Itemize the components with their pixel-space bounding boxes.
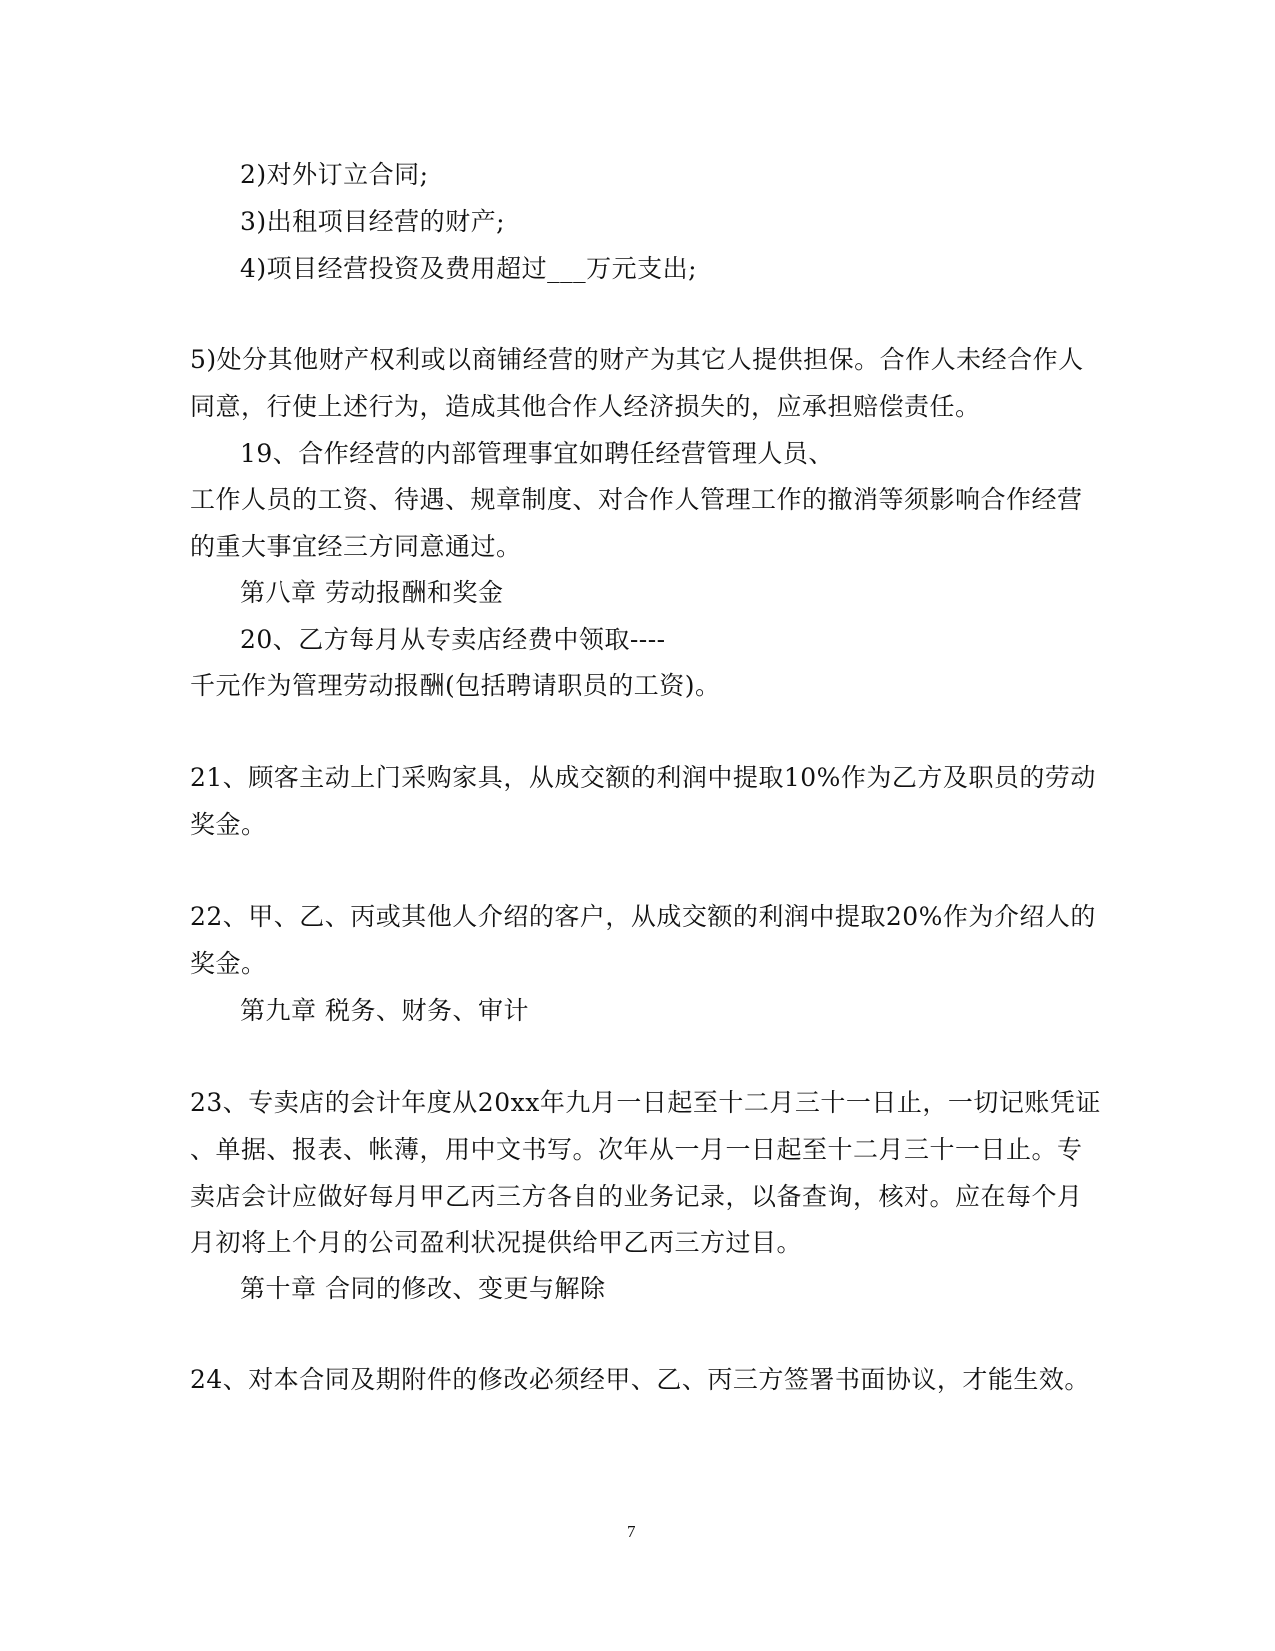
- text-line: 5)处分其他财产权利或以商铺经营的财产为其它人提供担保。合作人未经合作人: [190, 345, 1084, 374]
- text-line: 21、顾客主动上门采购家具，从成交额的利润中提取10%作为乙方及职员的劳动: [190, 763, 1096, 792]
- text-line: 20、乙方每月从专卖店经费中领取----: [240, 625, 666, 654]
- text-line: 的重大事宜经三方同意通过。: [190, 532, 522, 561]
- text-line: 23、专卖店的会计年度从20xx年九月一日起至十二月三十一日止，一切记账凭证: [190, 1088, 1101, 1117]
- text-line: 3)出租项目经营的财产;: [240, 207, 506, 236]
- page-number: 7: [627, 1522, 636, 1541]
- text-line: 、单据、报表、帐薄，用中文书写。次年从一月一日起至十二月三十一日止。专: [190, 1135, 1083, 1164]
- text-line: 奖金。: [190, 949, 267, 978]
- text-line: 工作人员的工资、待遇、规章制度、对合作人管理工作的撤消等须影响合作经营: [190, 485, 1083, 514]
- text-line: 22、甲、乙、丙或其他人介绍的客户，从成交额的利润中提取20%作为介绍人的: [190, 902, 1096, 931]
- chapter-heading: 第十章 合同的修改、变更与解除: [240, 1274, 606, 1303]
- text-line: 19、合作经营的内部管理事宜如聘任经营管理人员、: [240, 439, 834, 468]
- text-line: 同意，行使上述行为，造成其他合作人经济损失的，应承担赔偿责任。: [190, 392, 981, 421]
- text-line: 奖金。: [190, 810, 267, 839]
- text-line: 月初将上个月的公司盈利状况提供给甲乙丙三方过目。: [190, 1228, 803, 1257]
- text-line: 卖店会计应做好每月甲乙丙三方各自的业务记录，以备查询，核对。应在每个月: [190, 1182, 1083, 1211]
- text-line: 2)对外订立合同;: [240, 160, 429, 189]
- text-line: 24、对本合同及期附件的修改必须经甲、乙、丙三方签署书面协议，才能生效。: [190, 1365, 1090, 1394]
- text-line: 4)项目经营投资及费用超过___万元支出;: [240, 254, 698, 283]
- chapter-heading: 第八章 劳动报酬和奖金: [240, 578, 504, 607]
- chapter-heading: 第九章 税务、财务、审计: [240, 996, 529, 1025]
- text-line: 千元作为管理劳动报酬(包括聘请职员的工资)。: [190, 671, 721, 700]
